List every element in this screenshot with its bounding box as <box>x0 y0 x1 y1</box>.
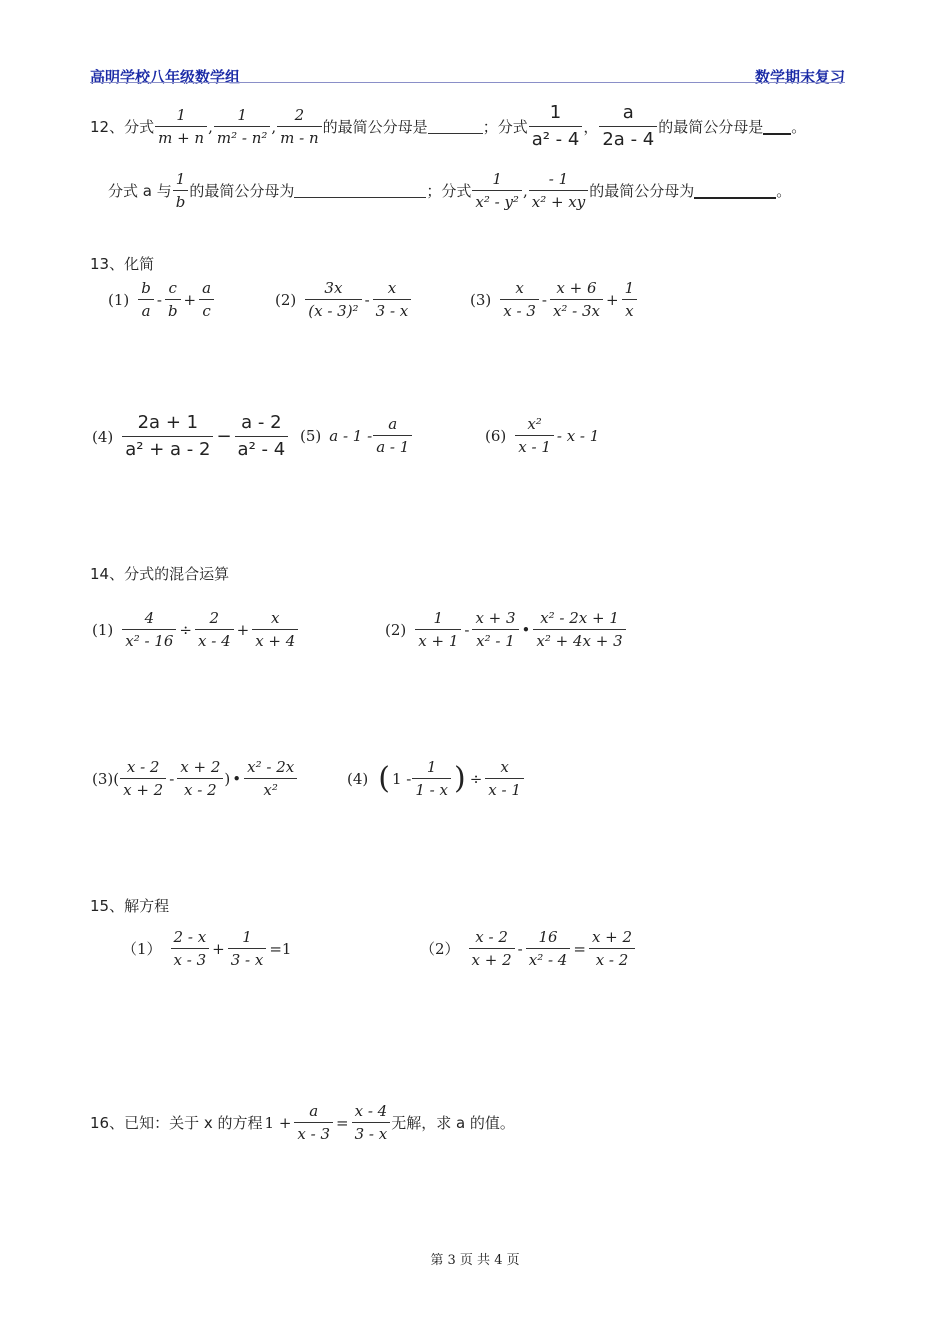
q13-problem-3: (3) $\frac{x}{x - 3}$ - $\frac{x + 6}{\text{x² - 3x}}$ + $\frac{1}{x}$ <box>470 277 638 322</box>
q12-blank-2[interactable] <box>763 119 791 135</box>
q13-problem-4: (4) $\frac{2a + 1}{\text{a² + a - 2}}$ − $\frac{a - 2}{\text{a² - 4}}$ <box>92 410 289 463</box>
q12-frac-2: $\frac{1}{\text{m² - n²}}$ <box>214 104 271 149</box>
header-subject: 数学期末复习 <box>754 68 845 86</box>
header-rule <box>90 82 845 83</box>
q13-problem-2: (2) $\frac{3x}{\text{(x - 3)²}}$ - $\frac{x}{3 - x}$ <box>275 277 412 322</box>
q14-problem-1: (1) $\frac{4}{\text{x² - 16}}$ ÷ $\frac{2}{x - 4}$ + $\frac{x}{x + 4}$ <box>92 607 299 652</box>
q12-frac-6: $\frac{1}{\text{x² - y²}}$ <box>472 168 522 213</box>
q12-line2: 分式 a 与 $\frac{1}{b}$ 的最简公分母为 ；分式 $\frac{1}{\text{x² - y²}}$ , $\frac{- 1}{\text{x² + xy}}$ 的最简公分母为 。 <box>108 170 792 211</box>
q14-problem-2: (2) $\frac{1}{x + 1}$ - $\frac{x + 3}{\text{x² - 1}}$ • $\frac{\text{x² - 2x + 1}}{\text{x² + 4x + 3}}$ <box>385 607 627 652</box>
q13-problem-5: (5) a - 1 - $\frac{a}{a - 1}$ <box>300 413 413 458</box>
q16-line: 16、已知：关于 x 的方程 1 + $\frac{a}{x - 3}$ = $\frac{x - 4}{3 - x}$ 无解，求 a 的值。 <box>90 1102 515 1143</box>
q15-problem-1: （1） $\frac{2 - x}{x - 3}$ + $\frac{1}{3 - x}$ =1 <box>122 928 292 969</box>
q12-frac-4: $\frac{1}{\text{a² - 4}}$ <box>529 100 583 153</box>
q15-title: 15、解方程 <box>90 897 170 915</box>
q12-blank-4[interactable] <box>694 183 776 199</box>
q13-problem-1: (1) $\frac{b}{a}$ - $\frac{c}{b}$ + $\frac{a}{c}$ <box>108 277 215 322</box>
q13-title: 13、化简 <box>90 255 155 273</box>
q14-problem-4: (4) ( 1 - $\frac{1}{1 - x}$ ) ÷ $\frac{x}{x - 1}$ <box>347 756 525 801</box>
q15-problem-2: （2） $\frac{x - 2}{x + 2}$ - $\frac{16}{\text{x² - 4}}$ = $\frac{x + 2}{x - 2}$ <box>420 926 636 971</box>
q12-blank-1[interactable] <box>428 119 483 134</box>
q12-number: 12、分式 <box>90 118 155 136</box>
page-number: 第 3 页 共 4 页 <box>430 1253 520 1268</box>
q12-line1: 12、分式 $\frac{1}{m + n}$ , $\frac{1}{\text{m² - n²}}$ , $\frac{2}{m - n}$ 的最简公分母是 ；分式 $\frac{1}{\text{a² - 4}}$ ， $\frac{a}{2a - 4}$ 的最简公分母是 。 <box>90 100 806 153</box>
q13-problem-6: (6) $\frac{\text{x²}}{x - 1}$ - x - 1 <box>485 415 600 456</box>
q14-title: 14、分式的混合运算 <box>90 565 230 583</box>
q12-frac-3: $\frac{2}{m - n}$ <box>277 104 322 149</box>
q12-blank-3[interactable] <box>294 183 426 198</box>
q12-frac-1: $\frac{1}{m + n}$ <box>155 104 207 149</box>
q12-frac-b: $\frac{1}{b}$ <box>173 168 189 213</box>
q12-frac-7: $\frac{- 1}{\text{x² + xy}}$ <box>529 168 589 213</box>
header-school: 高明学校八年级数学组 <box>90 68 241 86</box>
q14-problem-3: (3) ( $\frac{x - 2}{x + 2}$ - $\frac{x + 2}{x - 2}$ ) • $\frac{\text{x² - 2x}}{\text{x²}}$ <box>92 756 298 801</box>
q12-frac-5: $\frac{a}{2a - 4}$ <box>599 100 657 153</box>
